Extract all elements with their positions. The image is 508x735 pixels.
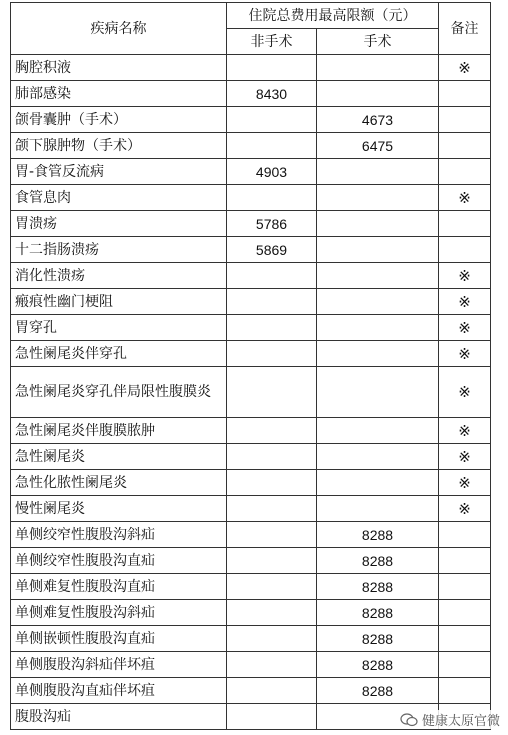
row-non-surgical-cost [227, 367, 317, 418]
table-row [11, 444, 491, 470]
row-non-surgical-cost [227, 626, 317, 652]
row-note [439, 81, 491, 107]
header-non-surgical: 非手术 [227, 29, 317, 55]
row-surgical-cost: 8288 [317, 600, 439, 626]
row-surgical-cost [317, 496, 439, 522]
table-row [11, 341, 491, 367]
row-non-surgical-cost [227, 704, 317, 730]
row-disease-name: 慢性阑尾炎 [11, 496, 227, 522]
row-non-surgical-cost [227, 678, 317, 704]
cost-cap-table [10, 2, 491, 730]
row-note: ※ [439, 185, 491, 211]
table-row [11, 367, 491, 418]
row-surgical-cost: 8288 [317, 548, 439, 574]
table-row [11, 600, 491, 626]
row-non-surgical-cost: 8430 [227, 81, 317, 107]
row-disease-name: 十二指肠溃疡 [11, 237, 227, 263]
row-surgical-cost: 8288 [317, 652, 439, 678]
table-row [11, 133, 491, 159]
row-note: ※ [439, 55, 491, 81]
row-surgical-cost [317, 55, 439, 81]
row-non-surgical-cost [227, 107, 317, 133]
row-note: ※ [439, 367, 491, 418]
row-note [439, 211, 491, 237]
header-disease-name: 疾病名称 [11, 3, 227, 55]
table-row [11, 107, 491, 133]
table-row [11, 652, 491, 678]
row-note: ※ [439, 418, 491, 444]
row-note [439, 237, 491, 263]
table-row [11, 55, 491, 81]
row-non-surgical-cost [227, 652, 317, 678]
row-disease-name: 胃-食管反流病 [11, 159, 227, 185]
table-row [11, 211, 491, 237]
row-surgical-cost [317, 81, 439, 107]
row-surgical-cost [317, 289, 439, 315]
row-disease-name: 颌下腺肿物（手术） [11, 133, 227, 159]
table-row [11, 470, 491, 496]
row-disease-name: 胃穿孔 [11, 315, 227, 341]
row-disease-name: 急性阑尾炎伴腹膜脓肿 [11, 418, 227, 444]
row-disease-name: 单侧腹股沟斜疝伴坏疽 [11, 652, 227, 678]
table-body [11, 55, 491, 730]
row-surgical-cost [317, 470, 439, 496]
row-disease-name: 单侧难复性腹股沟直疝 [11, 574, 227, 600]
table-row [11, 159, 491, 185]
row-non-surgical-cost [227, 548, 317, 574]
table-row [11, 315, 491, 341]
row-note [439, 522, 491, 548]
row-non-surgical-cost [227, 185, 317, 211]
row-note: ※ [439, 341, 491, 367]
row-disease-name: 瘢痕性幽门梗阻 [11, 289, 227, 315]
header-cost-cap: 住院总费用最高限额（元） [227, 3, 439, 29]
row-surgical-cost [317, 341, 439, 367]
row-disease-name: 单侧绞窄性腹股沟直疝 [11, 548, 227, 574]
row-note [439, 133, 491, 159]
table-row [11, 289, 491, 315]
row-disease-name: 急性阑尾炎伴穿孔 [11, 341, 227, 367]
row-non-surgical-cost [227, 470, 317, 496]
row-note [439, 159, 491, 185]
table-row [11, 678, 491, 704]
table-row [11, 548, 491, 574]
table-row [11, 263, 491, 289]
row-non-surgical-cost [227, 522, 317, 548]
row-note [439, 652, 491, 678]
row-surgical-cost [317, 315, 439, 341]
row-disease-name: 单侧腹股沟直疝伴坏疽 [11, 678, 227, 704]
table-row [11, 496, 491, 522]
table-row [11, 626, 491, 652]
row-note: ※ [439, 444, 491, 470]
row-note: ※ [439, 470, 491, 496]
row-disease-name: 单侧嵌顿性腹股沟直疝 [11, 626, 227, 652]
table-row [11, 237, 491, 263]
row-surgical-cost [317, 159, 439, 185]
watermark-text: 健康太原官微 [421, 714, 500, 729]
table-row [11, 81, 491, 107]
row-non-surgical-cost: 5869 [227, 237, 317, 263]
row-non-surgical-cost [227, 496, 317, 522]
header-surgical: 手术 [317, 29, 439, 55]
row-note [439, 548, 491, 574]
wechat-icon [400, 713, 418, 727]
row-non-surgical-cost [227, 55, 317, 81]
row-disease-name: 急性阑尾炎 [11, 444, 227, 470]
row-disease-name: 食管息肉 [11, 185, 227, 211]
row-note: ※ [439, 496, 491, 522]
row-surgical-cost [317, 185, 439, 211]
row-note: ※ [439, 289, 491, 315]
row-note [439, 574, 491, 600]
row-disease-name: 颌骨囊肿（手术） [11, 107, 227, 133]
row-note: ※ [439, 263, 491, 289]
row-surgical-cost [317, 237, 439, 263]
table-row [11, 574, 491, 600]
row-disease-name: 消化性溃疡 [11, 263, 227, 289]
table-row [11, 185, 491, 211]
row-non-surgical-cost [227, 418, 317, 444]
row-surgical-cost: 8288 [317, 574, 439, 600]
row-surgical-cost: 4673 [317, 107, 439, 133]
row-surgical-cost [317, 263, 439, 289]
row-non-surgical-cost [227, 315, 317, 341]
row-disease-name: 胸腔积液 [11, 55, 227, 81]
row-non-surgical-cost: 5786 [227, 211, 317, 237]
table-row [11, 418, 491, 444]
row-note [439, 600, 491, 626]
watermark [398, 710, 502, 729]
row-disease-name: 急性化脓性阑尾炎 [11, 470, 227, 496]
row-note: ※ [439, 315, 491, 341]
row-surgical-cost: 8288 [317, 522, 439, 548]
row-note [439, 678, 491, 704]
row-note [439, 107, 491, 133]
row-surgical-cost: 6475 [317, 133, 439, 159]
row-surgical-cost [317, 444, 439, 470]
row-note [439, 626, 491, 652]
row-surgical-cost [317, 367, 439, 418]
row-disease-name: 肺部感染 [11, 81, 227, 107]
row-non-surgical-cost [227, 600, 317, 626]
row-disease-name: 腹股沟疝 [11, 704, 227, 730]
row-disease-name: 单侧难复性腹股沟斜疝 [11, 600, 227, 626]
row-surgical-cost [317, 418, 439, 444]
row-disease-name: 单侧绞窄性腹股沟斜疝 [11, 522, 227, 548]
table-row [11, 522, 491, 548]
row-surgical-cost: 8288 [317, 626, 439, 652]
row-non-surgical-cost [227, 341, 317, 367]
row-non-surgical-cost [227, 263, 317, 289]
header-notes: 备注 [439, 3, 491, 55]
row-non-surgical-cost [227, 289, 317, 315]
row-non-surgical-cost [227, 574, 317, 600]
row-surgical-cost: 8288 [317, 678, 439, 704]
row-disease-name: 胃溃疡 [11, 211, 227, 237]
row-non-surgical-cost [227, 133, 317, 159]
row-disease-name: 急性阑尾炎穿孔伴局限性腹膜炎 [11, 367, 227, 418]
row-surgical-cost [317, 211, 439, 237]
row-non-surgical-cost [227, 444, 317, 470]
row-non-surgical-cost: 4903 [227, 159, 317, 185]
